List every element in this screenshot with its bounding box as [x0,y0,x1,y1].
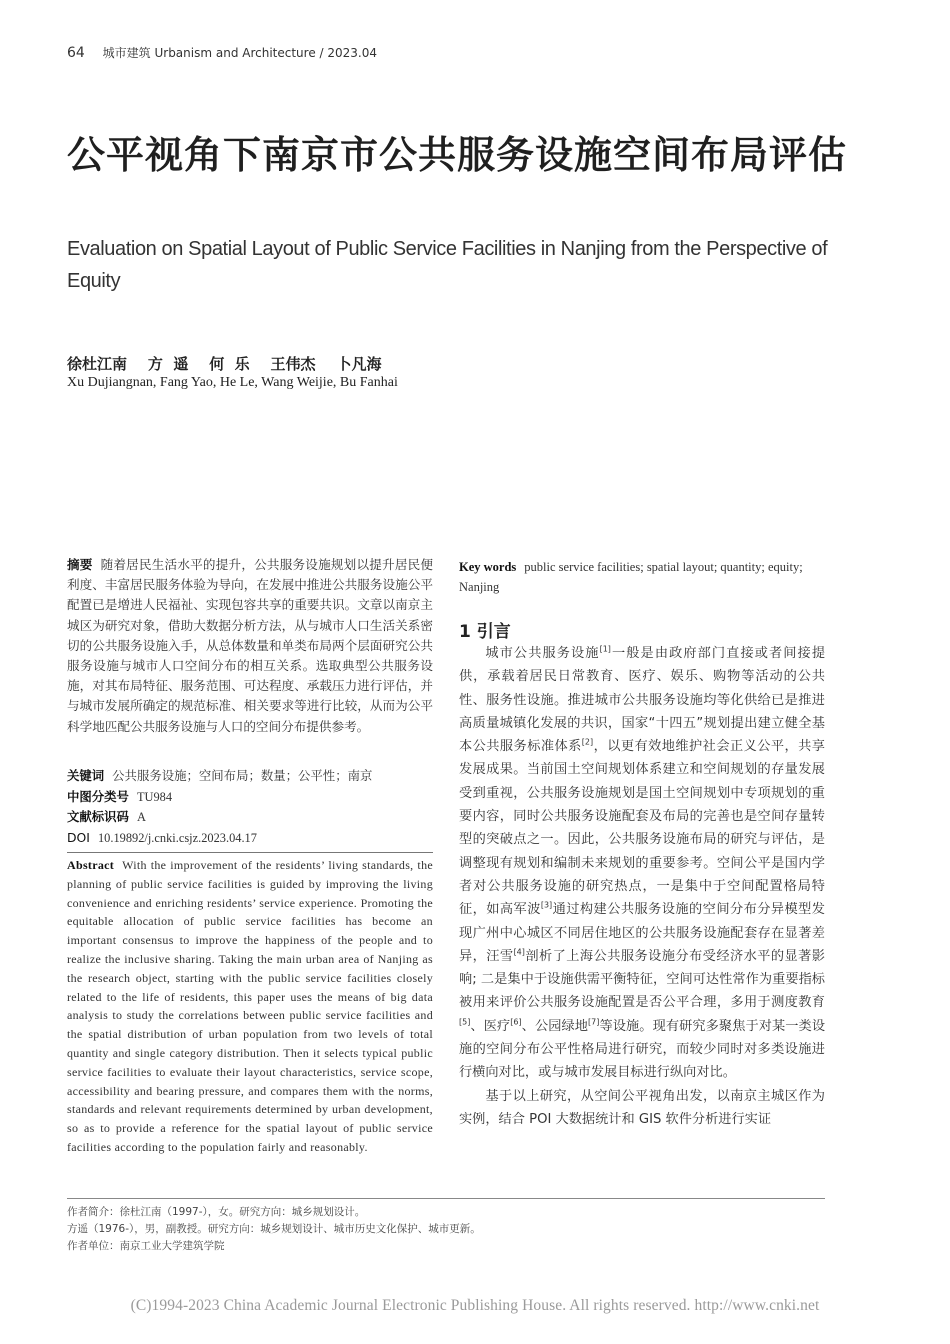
footnote-divider [67,1198,825,1199]
title-chinese: 公平视角下南京市公共服务设施空间布局评估 [67,133,848,177]
article-meta [67,766,433,848]
citation-ref[interactable]: [6] [510,1017,522,1027]
author-notes [67,1204,481,1255]
author-note-line: 方遥（1976-），男，副教授。研究方向：城乡规划设计、城市历史文化保护、城市更新。 [67,1223,481,1235]
section-heading-introduction: 1 引言 [459,622,511,642]
author-note-line: 作者简介：徐杜江南（1997-），女。研究方向：城乡规划设计。 [67,1206,366,1218]
authors-english: Xu Dujiangnan, Fang Yao, He Le, Wang Weijie, Bu Fanhai [67,375,398,390]
keywords-label: 关键词 [67,768,105,783]
doi-label: DOI [67,829,90,845]
doc-code-row [67,807,433,828]
doc-code-label: 文献标识码 [67,809,129,824]
citation-ref[interactable]: [7] [588,1017,600,1027]
intro-text: 通过构建公共服务设施的空间分布分异模型发现广州中心城区不同居住地区的公共服务设施配套存在显著差异，汪雪 [459,902,825,964]
doc-code-value: A [136,810,146,824]
abstract-english [67,856,433,1157]
abstract-zh-text: 随着居民生活水平的提升，公共服务设施规划以提升居民便利度、丰富居民服务体验为导向，在发展中推进公共服务设施公平配置已是增进人民福祉、实现包容共享的重要共识。文章以南京主城区为研究对象，借助大数据分析方法，从与城市人口生活关系密切的公共服务设施入手，从总体数量和单类布局两个层面研究公共服务设施与城市人口空间分布的相互关系。选取典型公共服务设施，对其布局特征、服务范围、可达程度、承载压力进行评估，并与城市发展所确定的规范标准、相关要求等进行比较，从而为公平科学地匹配公共服务设施与人口的空间分布提供参考。 [67,557,434,734]
keywords-en-text: public service facilities; spatial layout; quantity; equity; Nanjing [459,560,803,594]
journal-name: 城市建筑 Urbanism and Architecture / 2023.04 [102,46,378,60]
clc-label: 中图分类号 [67,788,129,804]
intro-text: 、医疗 [470,1018,511,1034]
intro-text: 一般是由政府部门直接或者间接提供，承载着居民日常教育、医疗、娱乐、购物等活动的公共性、服务性设施。推进城市公共服务设施均等化供给已是推进高质量城镇化发展的共识，国家“十四五”规划提出建立健全基本公共服务标准体系 [459,646,826,755]
doi-row [67,828,433,849]
citation-ref[interactable]: [5] [459,1017,471,1027]
author-note-line: 作者单位：南京工业大学建筑学院 [67,1240,225,1252]
title-english: Evaluation on Spatial Layout of Public Service Facilities in Nanjing from the Perspective of Equity [67,238,828,292]
citation-ref[interactable]: [3] [540,900,553,910]
intro-text: 、公园绿地 [521,1018,589,1034]
intro-text: ，以更有效地维护社会正义公平，共享发展成果。当前国土空间规划体系建立和空间规划的存量发展受到重视，公共服务设施规划是国土空间规划中专项规划的重要内容，同时公共服务设施配套及布局的完善也是空间存量转型的突破点之一。因此，公共服务设施布局的研究与评估，是调整现有规划和编制未来规划的重要参考。空间公平是国内学者对公共服务设施的研究热点，一是集中于空间配置格局特征，如高军波 [459,739,825,918]
intro-text: 等设施。现有研究多聚焦于对某一类设施的空间分布公平性格局进行研究，而较少同时对多类设施进行横向对比，或与城市发展目标进行纵向对比。 [459,1018,826,1081]
keywords-english [459,558,825,597]
clc-value: TU984 [136,789,173,804]
intro-text: 剖析了上海公共服务设施分布受经济水平的显著影响; 二是集中于设施供需平衡特征，空间可达性常作为重要指标被用来评价公共服务设施配置是否公平合理，多用于测度教育 [459,948,825,1011]
intro-text: 城市公共服务设施 [485,646,600,661]
keywords-value: 公共服务设施；空间布局；数量；公平性；南京 [112,768,373,783]
abstract-en-label: Abstract [67,858,115,872]
intro-paragraph-2: 基于以上研究，从空间公平视角出发，以南京主城区作为实例，结合 POI 大数据统计和 GIS 软件分析进行实证 [459,1088,825,1127]
doi-value[interactable]: 10.19892/j.cnki.csjz.2023.04.17 [97,830,257,845]
abstract-zh-label: 摘要 [67,557,93,572]
page-number: 64 [67,45,85,61]
citation-ref[interactable]: [2] [581,737,594,747]
intro-paragraph-1 [459,642,825,1085]
clc-row [67,787,433,808]
authors-chinese: 徐杜江南 方 遥 何 乐 王伟杰 卜凡海 [67,355,382,373]
abstract-chinese [67,555,433,737]
citation-ref[interactable]: [4] [513,947,525,957]
introduction-body [459,642,825,1131]
citation-ref[interactable]: [1] [599,644,611,654]
keywords-row [67,766,433,787]
abstract-divider [67,852,433,853]
running-header [67,44,377,61]
abstract-en-text: With the improvement of the residents’ living standards, the planning of public service facilities is guided by improving the living convenience and enriching residents’ service experience. Promoting the equitable allocation of public service facilities has become an important consensus to improve the happiness of the people and to realize the inclusive sharing. Taking the main urban area of Nanjing as the research object, starting with the public service facilities closely related to the life of residents, this paper uses the means of big data analysis to study the correlations between public service facilities and the spatial distribution of urban population from two levels of total quantity and single category distribution. Then it selects typical public service facilities to evaluate their layout characteristics, service scope, accessibility and bearing pressure, and compares them with the norms, standards and relevant requirements determined by urban development, so as to provide a reference for the spatial layout of public service facilities according to the population fairly and reasonably. [67,858,433,1154]
copyright-watermark: (C)1994-2023 China Academic Journal Electronic Publishing House. All rights reserved. http://www.cnki.net [130,1297,820,1314]
keywords-en-label: Key words [459,560,517,574]
